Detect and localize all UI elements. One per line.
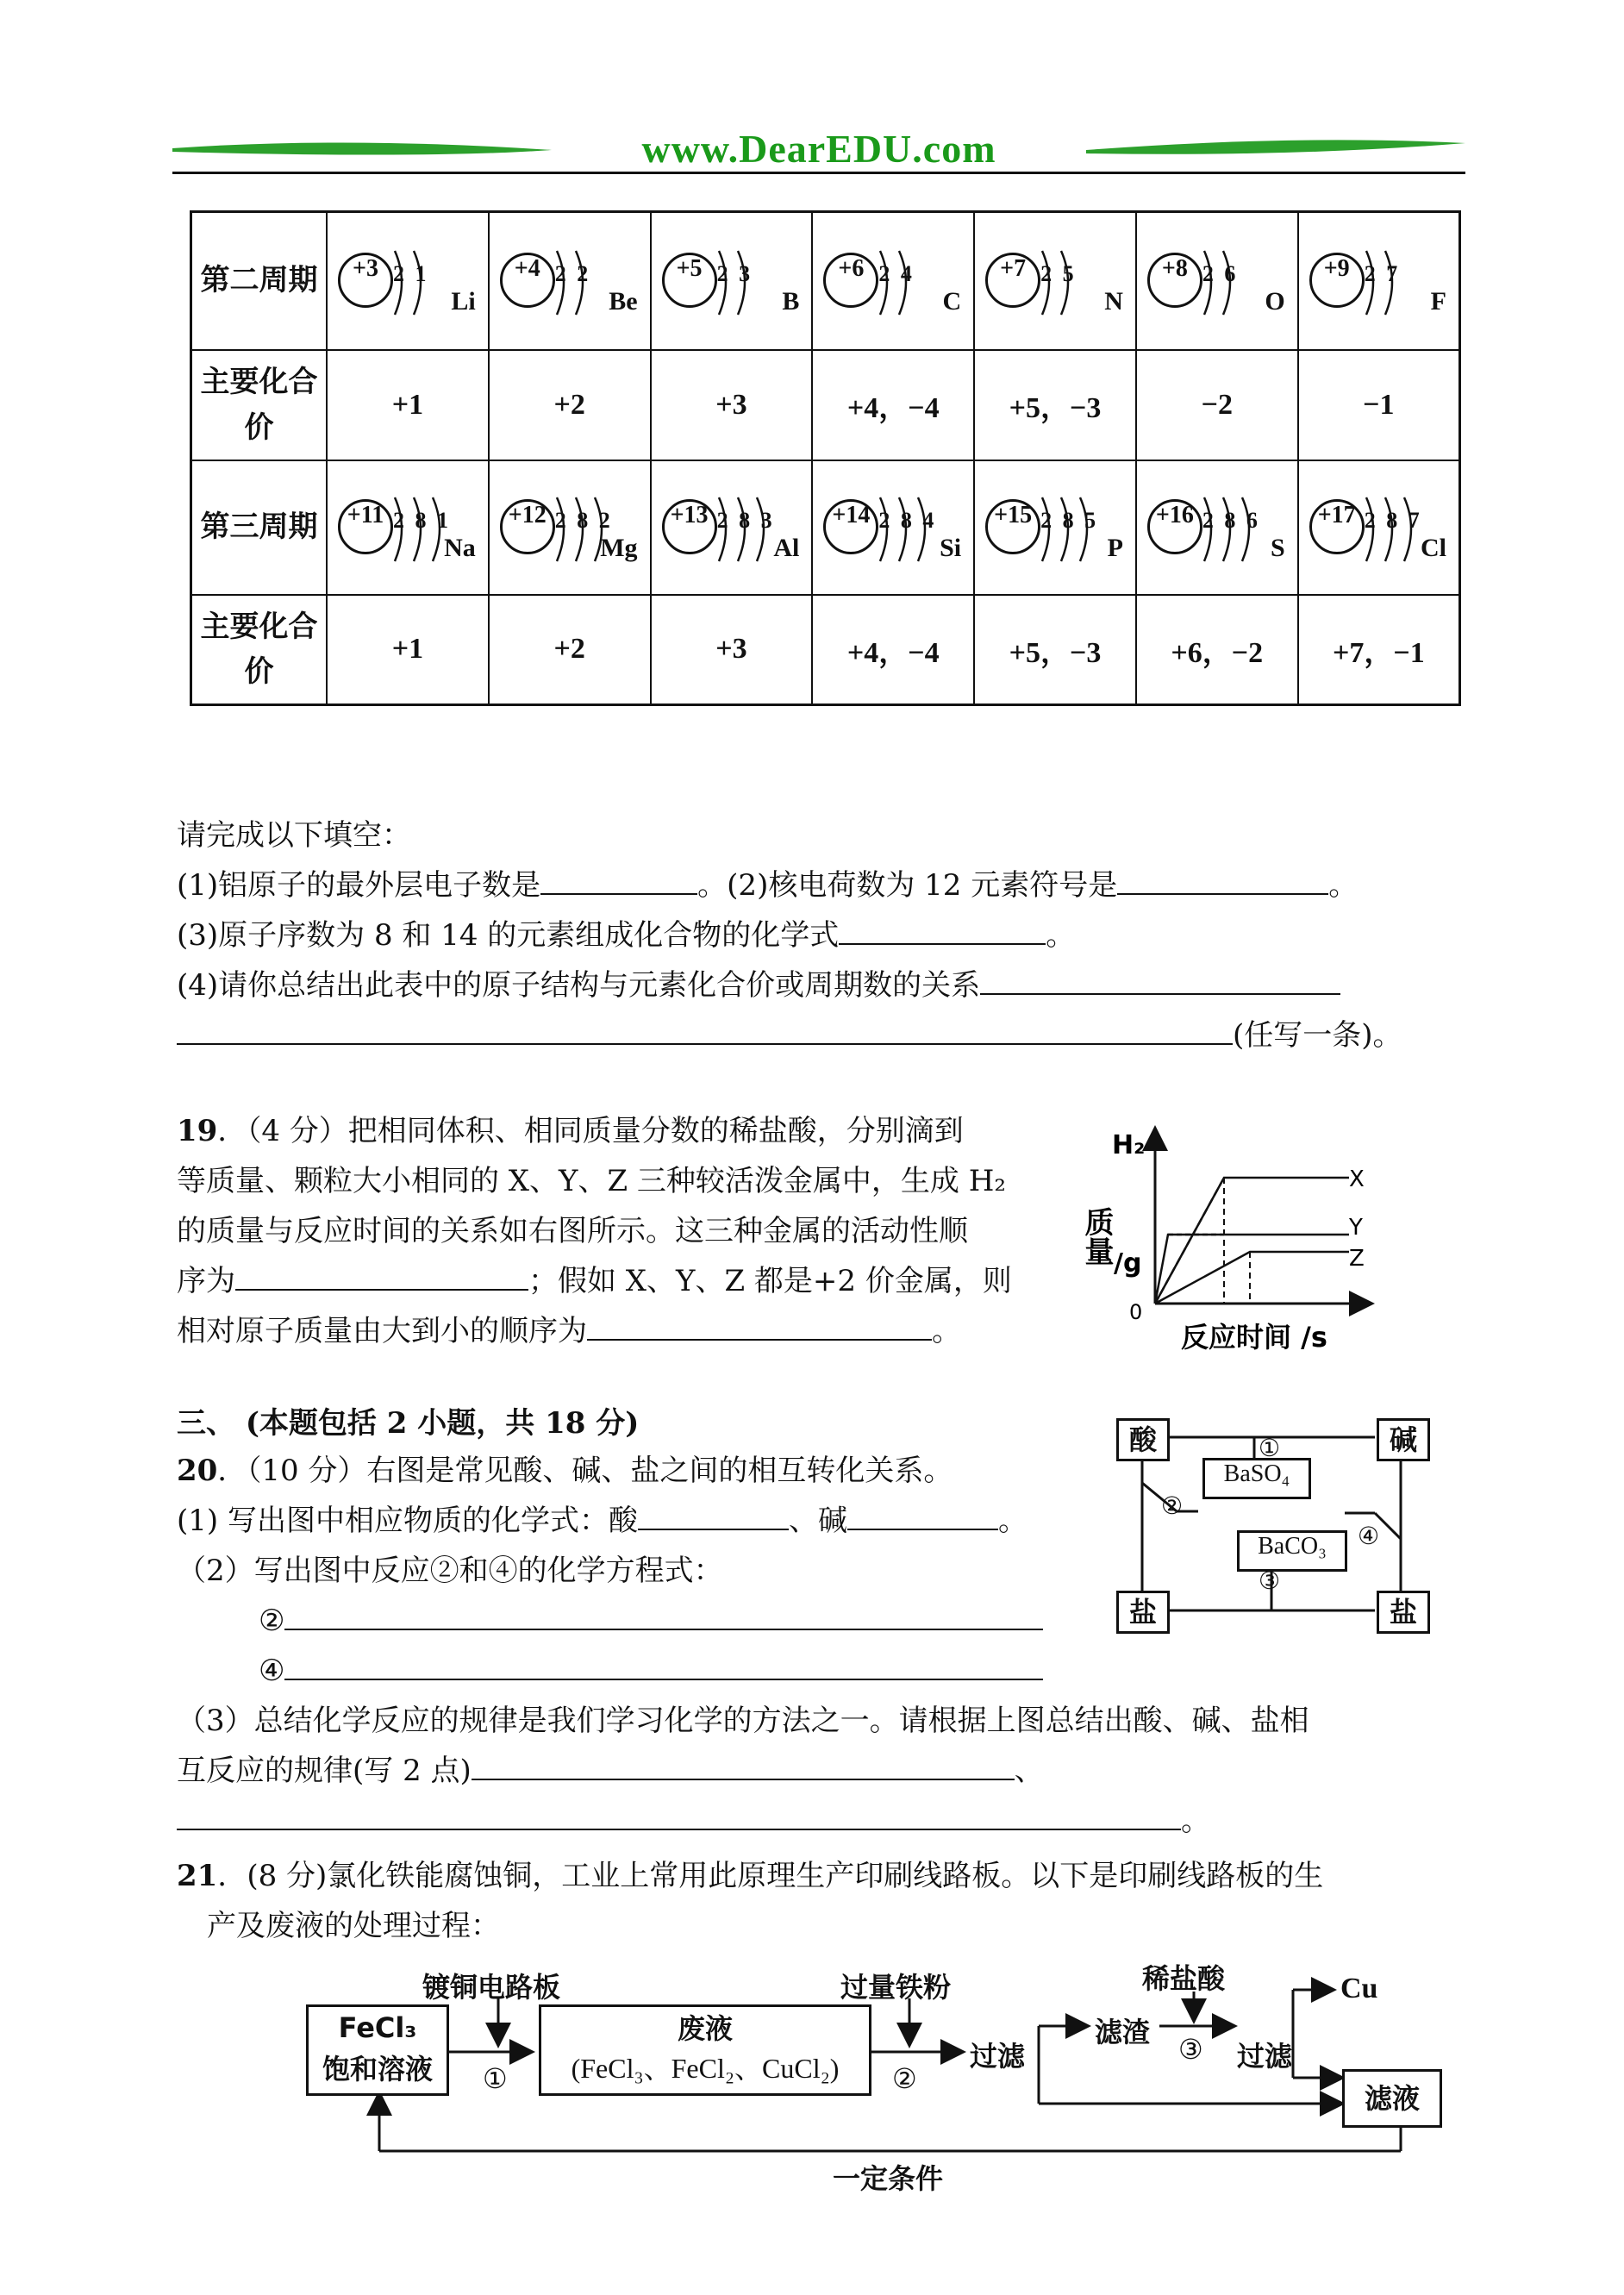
nucleus-circle: +17	[1309, 499, 1365, 554]
q19-line3: 的质量与反应时间的关系如右图所示。这三种金属的活动性顺	[177, 1214, 968, 1248]
element-cell	[812, 460, 974, 595]
q21-line1	[177, 1851, 1323, 1901]
q18-part2: 。(2)核电荷数为 12 元素符号是	[697, 868, 1118, 903]
q18-part7: (任写一条)。	[1233, 1018, 1402, 1053]
electron-shells: 2 2	[554, 260, 591, 286]
atom-diagram	[1299, 480, 1458, 575]
q18-line4	[177, 1010, 1402, 1060]
q20-line3: （2）写出图中反应②和④的化学方程式：	[177, 1554, 723, 1588]
reaction-3-label: ③	[1259, 1566, 1281, 1595]
atom-diagram	[328, 480, 488, 575]
answer-blank-12[interactable]	[472, 1753, 1015, 1780]
nucleus-circle: +7	[985, 253, 1040, 308]
valence-cell: +4，−4	[812, 350, 974, 460]
atom-diagram	[652, 480, 812, 575]
valence-cell: +5，−3	[974, 595, 1136, 705]
fecl3-solution-box	[306, 2004, 449, 2096]
electron-shells: 2 1	[393, 260, 429, 286]
q18-line3	[177, 960, 1340, 1010]
q18-line2	[177, 910, 1075, 960]
q19-text5a: 相对原子质量由大到小的顺序为	[177, 1314, 587, 1348]
series-label: X	[1349, 1166, 1365, 1192]
atom-diagram	[1299, 234, 1458, 328]
electron-shells: 2 5	[1040, 260, 1077, 286]
element-symbol: Li	[451, 286, 476, 316]
series-z-line	[1155, 1252, 1349, 1304]
origin-label: 0	[1129, 1300, 1143, 1324]
atom-diagram	[490, 480, 650, 575]
answer-blank-8[interactable]	[638, 1503, 789, 1530]
period2-label: 第二周期	[191, 212, 328, 350]
answer-blank-4[interactable]	[980, 967, 1340, 995]
electron-shells: 2 7	[1364, 260, 1401, 286]
site-brand[interactable]: www.DearEDU.com	[641, 127, 996, 171]
q18-part4: (3)原子序数为 8 和 14 的元素组成化合物的化学式	[177, 918, 840, 953]
answer-blank-10[interactable]	[284, 1603, 1043, 1630]
q18-part1: (1)铝原子的最外层电子数是	[177, 868, 541, 903]
hydrochloric-acid-input: 稀盐酸	[1142, 1962, 1226, 1995]
atom-diagram	[490, 234, 650, 328]
period2-row	[191, 212, 1460, 350]
iron-powder-input: 过量铁粉	[840, 1971, 952, 2004]
q21-line2: 产及废液的处理过程：	[207, 1909, 500, 1943]
series-label: Z	[1349, 1246, 1365, 1272]
nucleus-circle: +13	[662, 499, 717, 554]
baso4-box: BaSO₄	[1202, 1458, 1311, 1499]
electron-shells: 2 8 1	[393, 507, 451, 533]
valence-cell: +1	[327, 595, 489, 705]
q19-number: 19	[177, 1114, 218, 1148]
valence-cell: +3	[651, 595, 813, 705]
step-3-label: ③	[1178, 2033, 1203, 2066]
copper-product: Cu	[1340, 1973, 1378, 2004]
element-cell	[974, 460, 1136, 595]
reaction-4-label: ④	[1358, 1522, 1380, 1550]
valence-cell: +2	[489, 595, 651, 705]
series-label: Y	[1349, 1215, 1363, 1241]
residue-label: 滤渣	[1095, 2016, 1151, 2048]
nucleus-circle: +4	[500, 253, 555, 308]
header-divider	[172, 172, 1465, 174]
recycling-flowchart	[297, 1962, 1461, 2195]
valence-cell: +7，−1	[1298, 595, 1460, 705]
valence-cell: −2	[1136, 350, 1298, 460]
nucleus-circle: +3	[338, 253, 393, 308]
copper-board-input: 镀铜电路板	[422, 1971, 561, 2004]
q20-line7	[177, 1746, 1044, 1796]
h2-mass-graph	[1079, 1121, 1379, 1354]
nucleus-circle: +12	[500, 499, 555, 554]
answer-blank-3[interactable]	[839, 917, 1046, 945]
element-symbol: Mg	[600, 533, 638, 562]
q20-line8	[177, 1796, 1210, 1846]
reaction-2-label: ②	[1161, 1491, 1184, 1520]
x-label: 反应时间 /s	[1181, 1321, 1327, 1354]
q20-number: 20	[177, 1454, 218, 1488]
atom-diagram	[975, 234, 1135, 328]
q20-line1	[177, 1446, 953, 1496]
answer-blank-5[interactable]	[177, 1017, 1233, 1045]
baco3-box: BaCO₃	[1237, 1530, 1347, 1572]
valence-cell: −1	[1298, 350, 1460, 460]
q20-text1: ．（10 分）右图是常见酸、碱、盐之间的相互转化关系。	[217, 1454, 953, 1488]
element-cell	[812, 212, 974, 350]
q20-line4	[259, 1596, 1043, 1646]
element-cell	[1298, 212, 1460, 350]
condition-label: 一定条件	[828, 2157, 948, 2197]
q20-line2	[177, 1496, 1027, 1546]
salt-box: 盐	[1377, 1591, 1430, 1634]
element-symbol: C	[942, 286, 962, 316]
atom-diagram	[1137, 234, 1297, 328]
waste-liquid-box	[539, 2004, 871, 2096]
element-symbol: Na	[444, 533, 476, 562]
saturated-solution-label: 饱和溶液	[322, 2053, 433, 2086]
atom-diagram	[1137, 480, 1297, 575]
q19-line4	[177, 1256, 1012, 1306]
electron-shells: 2 3	[716, 260, 753, 286]
q20-text8: 。	[1181, 1804, 1210, 1838]
element-cell	[489, 212, 651, 350]
atom-diagram	[975, 480, 1135, 575]
q18-part6: (4)请你总结出此表中的原子结构与元素化合价或周期数的关系	[177, 968, 981, 1003]
y-label-top: H₂	[1112, 1130, 1146, 1160]
element-symbol: Si	[940, 533, 962, 562]
element-cell	[327, 460, 489, 595]
atom-diagram	[813, 480, 973, 575]
electron-shells: 2 8 3	[716, 507, 775, 533]
q19-line1	[177, 1106, 964, 1156]
q18-line1	[177, 860, 1358, 910]
element-symbol: N	[1104, 286, 1123, 316]
electron-shells: 2 4	[878, 260, 915, 286]
nucleus-circle: +14	[823, 499, 878, 554]
element-cell	[1136, 460, 1298, 595]
valence-cell: +1	[327, 350, 489, 460]
element-cell	[651, 460, 813, 595]
q20-text7b: 、	[1014, 1754, 1044, 1788]
q21-number: 21	[177, 1859, 218, 1893]
q19-text1: ．（4 分）把相同体积、相同质量分数的稀盐酸，分别滴到	[217, 1114, 964, 1148]
q20-text2a: (1) 写出图中相应物质的化学式：酸	[177, 1504, 638, 1538]
q20-text2b: 、碱	[788, 1504, 847, 1538]
q19-line2: 等质量、颗粒大小相同的 X、Y、Z 三种较活泼金属中，生成 H₂	[177, 1164, 1006, 1198]
fecl3-label: FeCl₃	[338, 2011, 417, 2044]
q18-intro: 请完成以下填空：	[177, 818, 411, 853]
valence-cell: +2	[489, 350, 651, 460]
element-cell	[1298, 460, 1460, 595]
q21-text1: ．(8 分)氯化铁能腐蚀铜，工业上常用此原理生产印刷线路板。以下是印刷线路板的生	[217, 1859, 1324, 1893]
nucleus-circle: +11	[338, 499, 393, 554]
valence-label: 主要化合价	[191, 595, 328, 705]
element-cell	[327, 212, 489, 350]
waste-liquid-label: 废液	[677, 2012, 733, 2045]
q20-eq2-label: ②	[259, 1604, 285, 1638]
base-box: 碱	[1377, 1418, 1430, 1461]
element-symbol: B	[782, 286, 800, 316]
series-x-line	[1155, 1178, 1349, 1304]
q19-text4b: ；假如 X、Y、Z 都是+2 价金属，则	[528, 1264, 1012, 1298]
nucleus-circle: +9	[1309, 253, 1365, 308]
period2-valence-row	[191, 350, 1460, 460]
answer-blank-11[interactable]	[284, 1653, 1043, 1680]
nucleus-circle: +8	[1147, 253, 1202, 308]
step-2-label: ②	[892, 2062, 917, 2095]
valence-cell: +3	[651, 350, 813, 460]
y-label: 质量	[1079, 1207, 1114, 1266]
valence-cell: +4，−4	[812, 595, 974, 705]
answer-blank-6[interactable]	[235, 1263, 528, 1291]
element-symbol: Al	[773, 533, 800, 562]
element-cell	[651, 212, 813, 350]
answer-blank-13[interactable]	[177, 1803, 1181, 1830]
q18-part5: 。	[1046, 918, 1076, 953]
q20-text7a: 互反应的规律(写 2 点)	[177, 1754, 472, 1788]
element-cell	[489, 460, 651, 595]
q19-text4a: 序为	[177, 1264, 235, 1298]
step-1-label: ①	[483, 2062, 508, 2095]
valence-label: 主要化合价	[191, 350, 328, 460]
acid-base-salt-diagram	[1116, 1418, 1452, 1629]
valence-cell: +5，−3	[974, 350, 1136, 460]
answer-blank-1[interactable]	[540, 867, 697, 895]
period3-valence-row	[191, 595, 1460, 705]
q19-line5	[177, 1306, 961, 1356]
waste-composition-label: (FeCl₃、FeCl₂、CuCl₂)	[571, 2053, 840, 2084]
filter-step-1: 过滤	[970, 2040, 1026, 2073]
q20-text2c: 。	[997, 1504, 1027, 1538]
electron-shells: 2 8 7	[1364, 507, 1422, 533]
atom-diagram	[813, 234, 973, 328]
nucleus-circle: +15	[985, 499, 1040, 554]
valence-cell: +6，−2	[1136, 595, 1298, 705]
filtrate-box: 滤液	[1342, 2069, 1442, 2128]
element-symbol: P	[1107, 533, 1123, 562]
q18-part3: 。	[1328, 868, 1359, 903]
q20-eq4-label: ④	[259, 1654, 285, 1688]
filter-step-2: 过滤	[1237, 2040, 1293, 2073]
reaction-1-label: ①	[1259, 1434, 1281, 1462]
electron-shells: 2 8 2	[554, 507, 613, 533]
period3-label: 第三周期	[191, 460, 328, 595]
q19-text5b: 。	[932, 1314, 961, 1348]
electron-shells: 2 8 6	[1202, 507, 1260, 533]
atom-diagram	[652, 234, 812, 328]
element-symbol: F	[1430, 286, 1446, 316]
electron-shells: 2 6	[1202, 260, 1239, 286]
answer-blank-9[interactable]	[847, 1503, 998, 1530]
nucleus-circle: +16	[1147, 499, 1202, 554]
element-symbol: S	[1271, 533, 1285, 562]
element-cell	[974, 212, 1136, 350]
answer-blank-2[interactable]	[1117, 867, 1328, 895]
y-unit: /g	[1114, 1248, 1142, 1279]
element-symbol: Be	[609, 286, 638, 316]
electron-shells: 2 8 4	[878, 507, 937, 533]
electron-shells: 2 8 5	[1040, 507, 1099, 533]
q20-line6: （3）总结化学反应的规律是我们学习化学的方法之一。请根据上图总结出酸、碱、盐相	[177, 1704, 1309, 1738]
period3-row	[191, 460, 1460, 595]
acid-box: 酸	[1116, 1418, 1170, 1461]
atom-diagram	[328, 234, 488, 328]
nucleus-circle: +5	[662, 253, 717, 308]
element-cell	[1136, 212, 1298, 350]
element-symbol: O	[1265, 286, 1285, 316]
salt-box: 盐	[1116, 1591, 1170, 1634]
section3-title: 三、 (本题包括 2 小题，共 18 分)	[177, 1406, 640, 1441]
element-symbol: Cl	[1421, 533, 1446, 562]
answer-blank-7[interactable]	[587, 1313, 932, 1341]
series-y-line	[1155, 1235, 1349, 1304]
periodic-table	[190, 210, 1461, 706]
nucleus-circle: +6	[823, 253, 878, 308]
q20-line5	[259, 1646, 1043, 1696]
